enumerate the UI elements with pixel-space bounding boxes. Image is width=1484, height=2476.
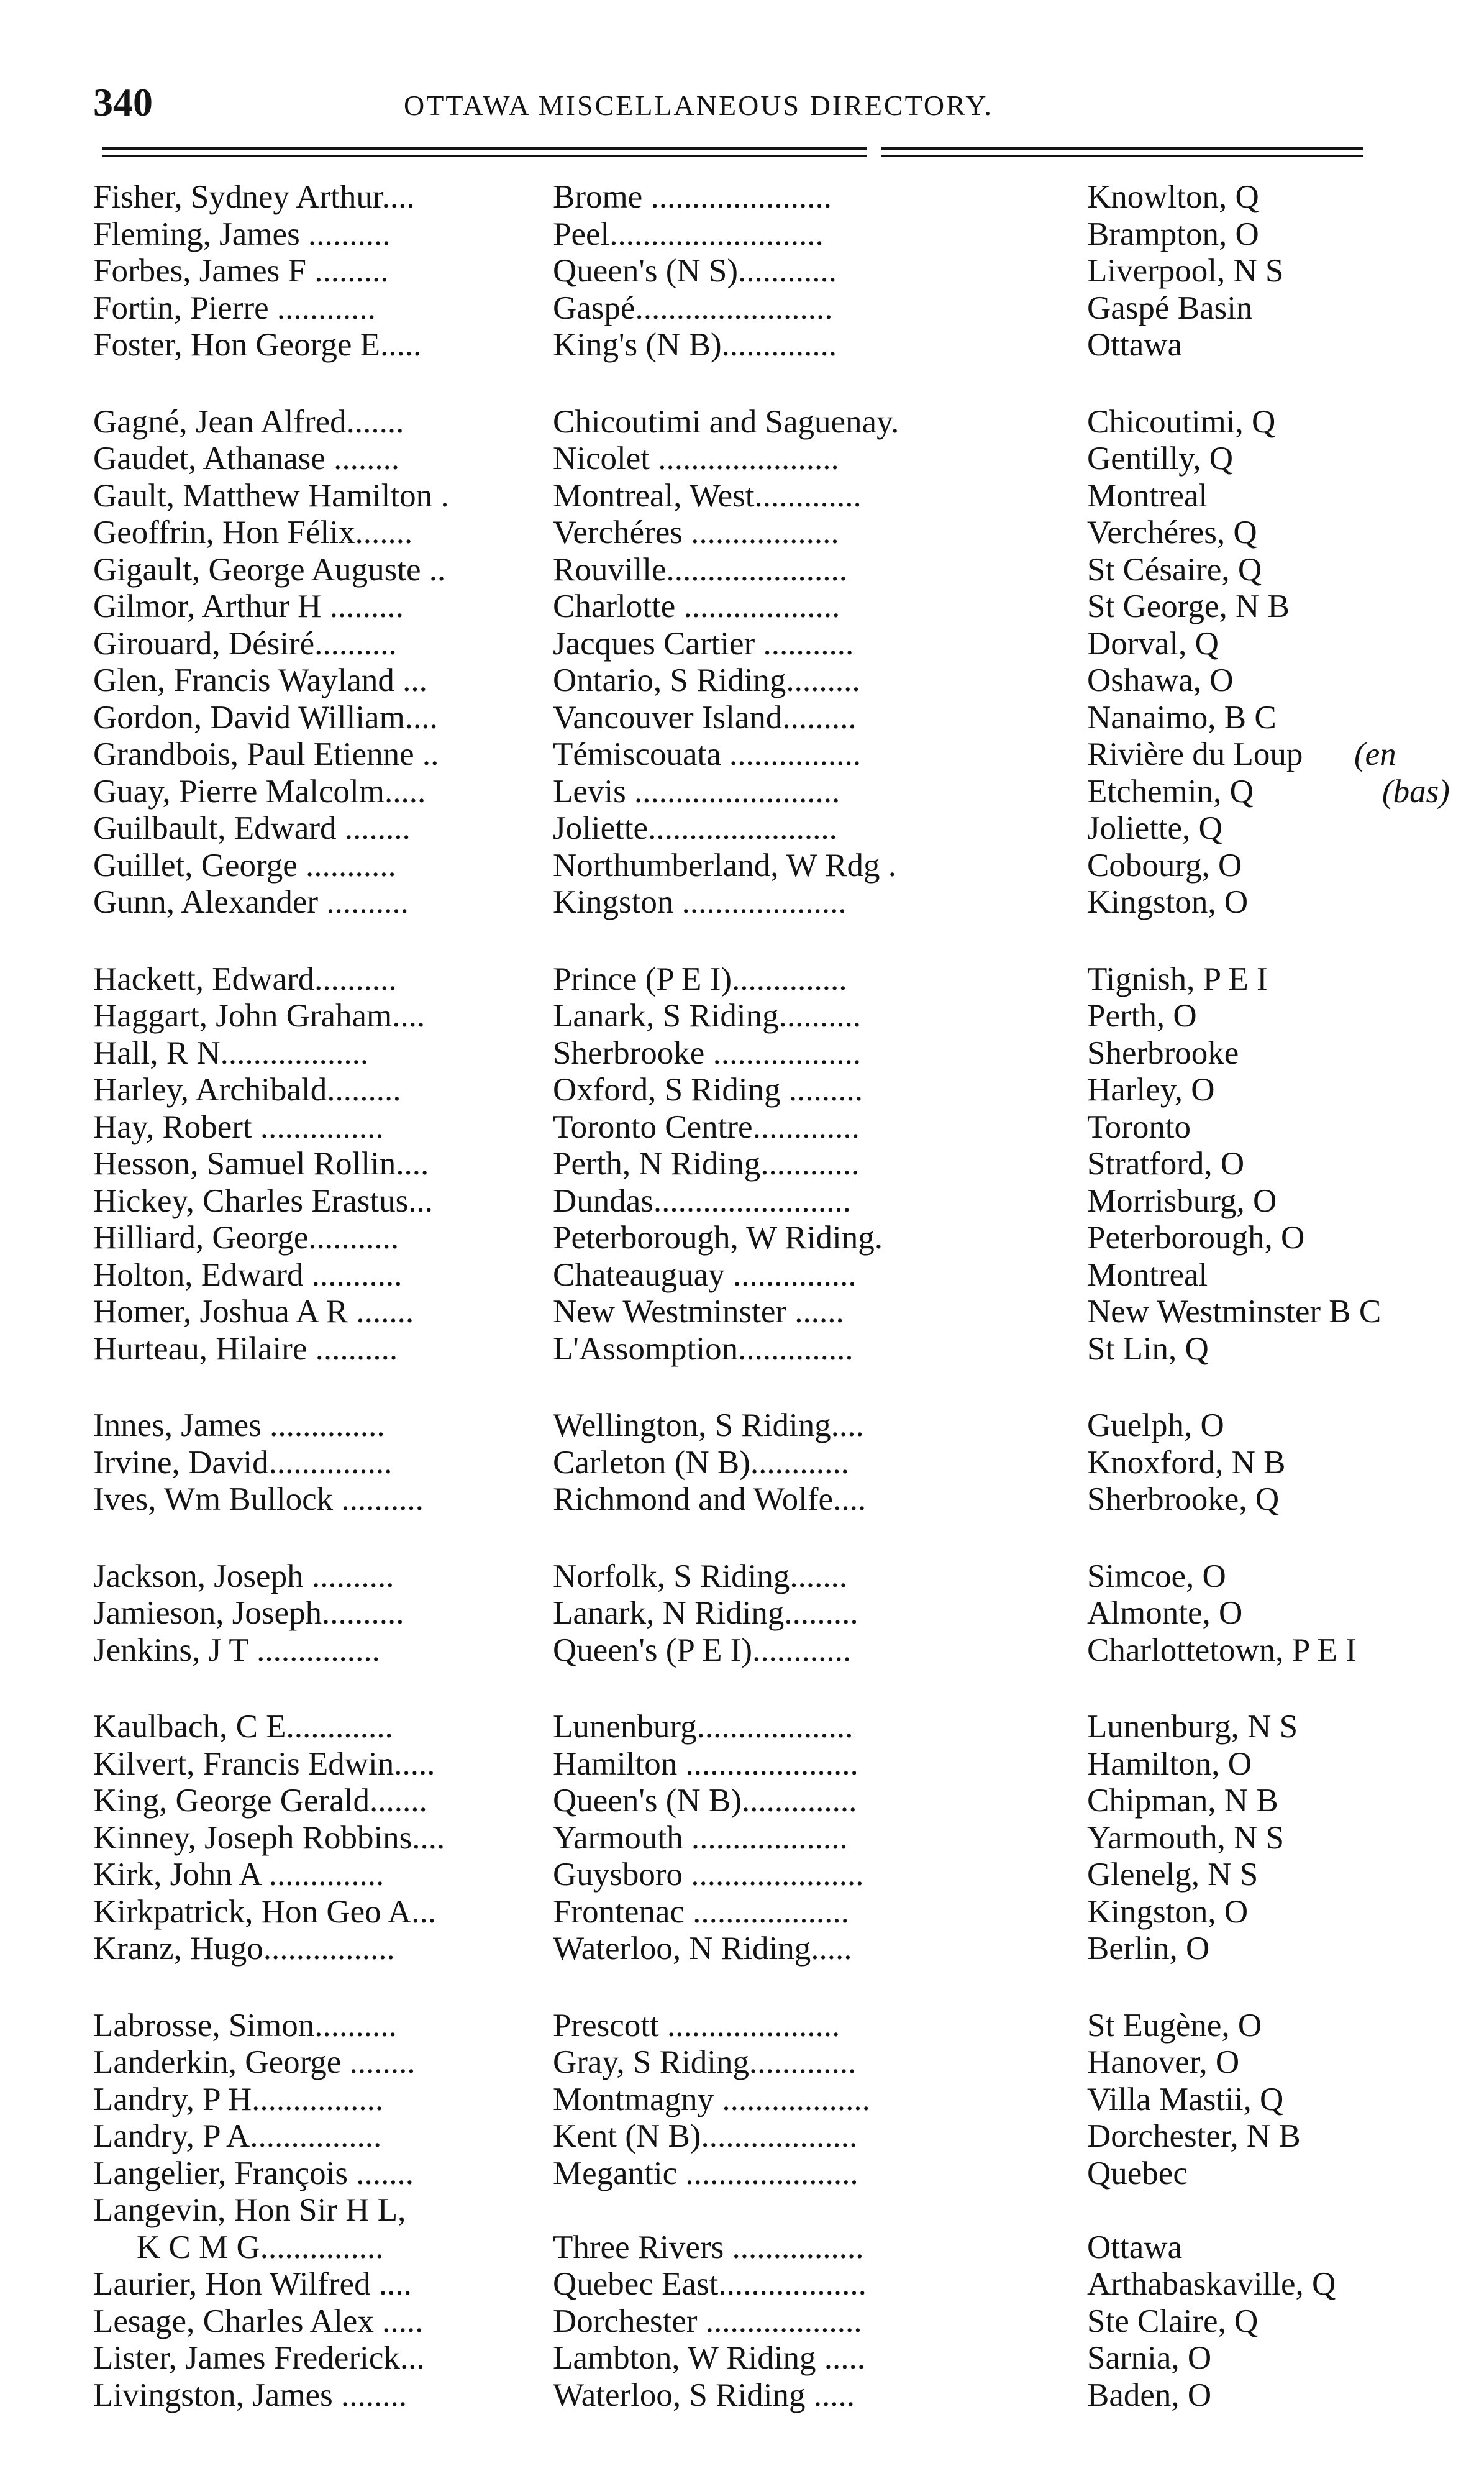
residence: St Lin, Q bbox=[1087, 1330, 1209, 1367]
constituency: Rouville...................... bbox=[553, 551, 848, 588]
constituency: Richmond and Wolfe.... bbox=[553, 1481, 867, 1517]
residence: Ste Claire, Q bbox=[1087, 2303, 1259, 2339]
directory-entry bbox=[93, 2266, 1423, 2303]
residence: Montreal bbox=[1087, 1256, 1208, 1293]
residence: Berlin, O bbox=[1087, 1930, 1210, 1967]
member-name: Laurier, Hon Wilfred .... bbox=[93, 2266, 412, 2302]
directory-entry bbox=[93, 1109, 1423, 1146]
constituency: Hamilton ..................... bbox=[553, 1745, 858, 1782]
directory-entry bbox=[93, 2044, 1423, 2081]
constituency: Quebec East.................. bbox=[553, 2266, 867, 2302]
directory-entry bbox=[93, 1445, 1423, 1482]
residence: Sherbrooke, Q bbox=[1087, 1481, 1280, 1517]
directory-entry bbox=[93, 998, 1423, 1035]
residence: St Eugène, O bbox=[1087, 2007, 1262, 2044]
member-name: Gilmor, Arthur H ......... bbox=[93, 588, 404, 624]
member-name: Girouard, Désiré.......... bbox=[93, 625, 397, 662]
residence: Gentilly, Q bbox=[1087, 441, 1234, 477]
constituency: Dundas........................ bbox=[553, 1182, 851, 1219]
member-name: Kranz, Hugo................ bbox=[93, 1930, 395, 1967]
constituency: Lunenburg................... bbox=[553, 1709, 854, 1745]
residence: Simcoe, O bbox=[1087, 1558, 1226, 1594]
residence: Liverpool, N S bbox=[1087, 253, 1284, 289]
directory-entry bbox=[93, 514, 1423, 552]
directory-entry bbox=[93, 1857, 1423, 1894]
constituency: Perth, N Riding............ bbox=[553, 1146, 860, 1182]
directory-entry bbox=[93, 1595, 1423, 1632]
directory-entry bbox=[93, 216, 1423, 254]
directory-entry bbox=[93, 961, 1423, 998]
directory-entry bbox=[93, 1035, 1423, 1072]
residence: Toronto bbox=[1087, 1108, 1191, 1145]
constituency: Lanark, N Riding......... bbox=[553, 1595, 858, 1631]
directory-entry bbox=[93, 2118, 1423, 2155]
directory-entry bbox=[93, 884, 1423, 921]
header-rule-gap bbox=[867, 142, 881, 160]
directory-entry bbox=[93, 2377, 1423, 2414]
residence: Arthabaskaville, Q bbox=[1087, 2266, 1336, 2302]
residence: Almonte, O bbox=[1087, 1595, 1243, 1631]
directory-entry bbox=[93, 1072, 1423, 1109]
constituency: L'Assomption.............. bbox=[553, 1330, 854, 1367]
member-name: Lesage, Charles Alex ..... bbox=[93, 2303, 424, 2339]
residence: Hamilton, O bbox=[1087, 1745, 1252, 1782]
directory-entry bbox=[93, 2229, 1423, 2267]
residence: Quebec bbox=[1087, 2155, 1188, 2191]
member-name: Innes, James .............. bbox=[93, 1407, 385, 1443]
member-name: Gaudet, Athanase ........ bbox=[93, 441, 400, 477]
residence: Gaspé Basin bbox=[1087, 290, 1253, 326]
directory-entry bbox=[93, 626, 1423, 663]
residence: Nanaimo, B C bbox=[1087, 699, 1277, 736]
member-name: Livingston, James ........ bbox=[93, 2377, 407, 2413]
member-name: Landry, P H................ bbox=[93, 2081, 384, 2117]
residence: Lunenburg, N S bbox=[1087, 1709, 1298, 1745]
residence: Tignish, P E I bbox=[1087, 961, 1268, 997]
page-number: 340 bbox=[93, 80, 153, 124]
constituency: Oxford, S Riding ......... bbox=[553, 1072, 863, 1108]
residence: Kingston, O bbox=[1087, 1893, 1249, 1930]
member-name: Hackett, Edward.......... bbox=[93, 961, 397, 997]
member-name: Kaulbach, C E............. bbox=[93, 1709, 393, 1745]
residence: Villa Mastii, Q bbox=[1087, 2081, 1284, 2117]
member-name: Langelier, François ....... bbox=[93, 2155, 414, 2191]
member-name: Labrosse, Simon.......... bbox=[93, 2007, 397, 2044]
header-rule-thick bbox=[102, 147, 1363, 150]
constituency: Norfolk, S Riding....... bbox=[553, 1558, 848, 1594]
constituency: Waterloo, S Riding ..... bbox=[553, 2377, 855, 2413]
member-name: Hay, Robert ............... bbox=[93, 1108, 384, 1145]
constituency: Lambton, W Riding ..... bbox=[553, 2340, 866, 2376]
member-name: Kirkpatrick, Hon Geo A... bbox=[93, 1893, 436, 1930]
constituency: Guysboro ..................... bbox=[553, 1857, 864, 1893]
residence: Joliette, Q bbox=[1087, 810, 1222, 846]
constituency: Montmagny .................. bbox=[553, 2081, 870, 2117]
header-rule-thin bbox=[102, 155, 1363, 157]
member-name: Gagné, Jean Alfred....... bbox=[93, 403, 404, 440]
letter-group-i bbox=[93, 1407, 1423, 1519]
constituency: Three Rivers ................ bbox=[553, 2229, 864, 2265]
member-name: Holton, Edward ........... bbox=[93, 1256, 403, 1293]
directory-entry bbox=[93, 552, 1423, 589]
residence: St Césaire, Q bbox=[1087, 551, 1262, 588]
constituency: Jacques Cartier ........... bbox=[553, 625, 854, 662]
directory-entry bbox=[93, 2008, 1423, 2045]
constituency: Frontenac ................... bbox=[553, 1893, 849, 1930]
constituency: Peel.......................... bbox=[553, 216, 824, 252]
constituency: Gaspé........................ bbox=[553, 290, 833, 326]
constituency: Nicolet ...................... bbox=[553, 441, 839, 477]
residence: St George, N B bbox=[1087, 588, 1290, 624]
member-name: Guay, Pierre Malcolm..... bbox=[93, 773, 426, 810]
constituency: Chateauguay ............... bbox=[553, 1256, 857, 1293]
directory-entry bbox=[93, 478, 1423, 515]
residence: Glenelg, N S bbox=[1087, 1857, 1259, 1893]
constituency: Lanark, S Riding.......... bbox=[553, 998, 862, 1034]
residence: Perth, O bbox=[1087, 998, 1197, 1034]
constituency: Témiscouata ................ bbox=[553, 736, 862, 772]
constituency: Kent (N B)................... bbox=[553, 2118, 858, 2154]
constituency: Sherbrooke .................. bbox=[553, 1035, 862, 1071]
residence: Yarmouth, N S bbox=[1087, 1819, 1285, 1856]
residence: Hanover, O bbox=[1087, 2044, 1240, 2080]
member-name: Gigault, George Auguste .. bbox=[93, 551, 446, 588]
residence: Sherbrooke bbox=[1087, 1035, 1239, 1071]
constituency: Brome ...................... bbox=[553, 179, 832, 215]
constituency: Joliette....................... bbox=[553, 810, 837, 846]
residence: Charlottetown, P E I bbox=[1087, 1632, 1357, 1668]
member-name: K C M G............... bbox=[137, 2229, 384, 2265]
member-name: Kilvert, Francis Edwin..... bbox=[93, 1745, 435, 1782]
member-name: Hurteau, Hilaire .......... bbox=[93, 1330, 398, 1367]
member-name: Grandbois, Paul Etienne .. bbox=[93, 736, 439, 772]
member-name: Guilbault, Edward ........ bbox=[93, 810, 411, 846]
constituency: Yarmouth ................... bbox=[553, 1819, 848, 1856]
member-name: Fortin, Pierre ............ bbox=[93, 290, 376, 326]
directory-entry bbox=[93, 1558, 1423, 1596]
member-directory bbox=[93, 179, 1450, 2454]
constituency: Verchéres .................. bbox=[553, 514, 839, 550]
member-name: Langevin, Hon Sir H L, bbox=[93, 2192, 406, 2228]
constituency: Montreal, West............. bbox=[553, 477, 862, 514]
member-name: Hall, R N.................. bbox=[93, 1035, 369, 1071]
residence: Ottawa bbox=[1087, 2229, 1183, 2265]
member-name: Kinney, Joseph Robbins.... bbox=[93, 1819, 445, 1856]
member-name: Hilliard, George........... bbox=[93, 1220, 399, 1256]
member-name: Kirk, John A .............. bbox=[93, 1857, 385, 1893]
directory-entry bbox=[93, 1331, 1423, 1368]
member-name: Irvine, David............... bbox=[93, 1444, 393, 1481]
member-name: Hickey, Charles Erastus... bbox=[93, 1182, 434, 1219]
constituency: Charlotte ................... bbox=[553, 588, 840, 624]
constituency: Gray, S Riding............. bbox=[553, 2044, 857, 2080]
residence: Ottawa bbox=[1087, 327, 1183, 363]
directory-entry bbox=[93, 327, 1423, 364]
directory-entry bbox=[93, 441, 1423, 478]
directory-entry bbox=[93, 736, 1423, 774]
residence: Cobourg, O bbox=[1087, 847, 1242, 884]
constituency: Dorchester ................... bbox=[553, 2303, 862, 2339]
constituency: Wellington, S Riding.... bbox=[553, 1407, 864, 1443]
constituency: Queen's (N B).............. bbox=[553, 1783, 857, 1819]
constituency: Levis ......................... bbox=[553, 773, 840, 810]
directory-entry bbox=[93, 2192, 1423, 2229]
member-name: Gunn, Alexander .......... bbox=[93, 884, 409, 920]
directory-entry bbox=[93, 773, 1450, 811]
page-header bbox=[87, 75, 1391, 137]
residence: Etchemin, Q bbox=[1087, 773, 1254, 810]
directory-entry bbox=[93, 1632, 1423, 1670]
letter-group-f bbox=[93, 179, 1423, 364]
member-name: Fleming, James .......... bbox=[93, 216, 391, 252]
directory-entry bbox=[93, 847, 1423, 885]
residence-note: (en bbox=[1354, 736, 1396, 772]
directory-entry bbox=[93, 2340, 1423, 2377]
member-name: Homer, Joshua A R ....... bbox=[93, 1294, 414, 1330]
letter-group-g bbox=[93, 403, 1450, 921]
directory-entry bbox=[93, 2081, 1423, 2119]
member-name: King, George Gerald....... bbox=[93, 1783, 427, 1819]
member-name: Guillet, George ........... bbox=[93, 847, 396, 884]
directory-entry bbox=[93, 1930, 1423, 1968]
directory-entry bbox=[93, 1746, 1423, 1783]
directory-entry bbox=[93, 404, 1423, 441]
residence: Stratford, O bbox=[1087, 1146, 1245, 1182]
residence: Brampton, O bbox=[1087, 216, 1259, 252]
directory-entry bbox=[93, 1407, 1423, 1445]
constituency: Vancouver Island......... bbox=[553, 699, 857, 736]
constituency: Queen's (N S)............ bbox=[553, 253, 837, 289]
running-head: OTTAWA MISCELLANEOUS DIRECTORY. bbox=[404, 89, 994, 121]
member-name: Glen, Francis Wayland ... bbox=[93, 662, 427, 698]
residence: Oshawa, O bbox=[1087, 662, 1234, 698]
residence: Guelph, O bbox=[1087, 1407, 1224, 1443]
residence: Sarnia, O bbox=[1087, 2340, 1212, 2376]
residence: Morrisburg, O bbox=[1087, 1182, 1277, 1219]
directory-entry bbox=[93, 1257, 1423, 1294]
directory-entry bbox=[93, 2303, 1423, 2341]
residence: New Westminster B C bbox=[1087, 1294, 1382, 1330]
residence: Chicoutimi, Q bbox=[1087, 403, 1276, 440]
directory-entry bbox=[93, 1783, 1423, 1820]
residence: Kingston, O bbox=[1087, 884, 1249, 920]
member-name: Jamieson, Joseph.......... bbox=[93, 1595, 404, 1631]
constituency: King's (N B).............. bbox=[553, 327, 837, 363]
member-name: Forbes, James F ......... bbox=[93, 253, 389, 289]
constituency: Ontario, S Riding......... bbox=[553, 662, 860, 698]
residence: Dorchester, N B bbox=[1087, 2118, 1301, 2154]
residence-note: (bas) bbox=[1382, 773, 1450, 810]
member-name: Jackson, Joseph .......... bbox=[93, 1558, 394, 1594]
member-name: Landry, P A................ bbox=[93, 2118, 382, 2154]
directory-entry bbox=[93, 1294, 1423, 1331]
constituency: Waterloo, N Riding..... bbox=[553, 1930, 852, 1967]
directory-entry bbox=[93, 588, 1423, 626]
directory-entry bbox=[93, 253, 1423, 290]
constituency: Northumberland, W Rdg . bbox=[553, 847, 897, 884]
member-name: Jenkins, J T ............... bbox=[93, 1632, 380, 1668]
directory-entry bbox=[93, 1894, 1423, 1931]
constituency: Carleton (N B)............ bbox=[553, 1444, 849, 1481]
residence: Verchéres, Q bbox=[1087, 514, 1257, 550]
letter-group-l bbox=[93, 2008, 1423, 2414]
residence: Knoxford, N B bbox=[1087, 1444, 1286, 1481]
residence: Dorval, Q bbox=[1087, 625, 1219, 662]
constituency: Chicoutimi and Saguenay. bbox=[553, 403, 899, 440]
directory-entry bbox=[93, 1709, 1423, 1746]
directory-entry bbox=[93, 700, 1423, 737]
directory-entry bbox=[93, 810, 1423, 847]
member-name: Harley, Archibald......... bbox=[93, 1072, 401, 1108]
constituency: Toronto Centre............. bbox=[553, 1108, 860, 1145]
letter-group-k bbox=[93, 1709, 1423, 1968]
member-name: Foster, Hon George E..... bbox=[93, 327, 422, 363]
letter-group-j bbox=[93, 1558, 1423, 1670]
residence: Harley, O bbox=[1087, 1072, 1215, 1108]
residence: Rivière du Loup bbox=[1087, 736, 1303, 772]
residence: Baden, O bbox=[1087, 2377, 1212, 2413]
member-name: Gault, Matthew Hamilton . bbox=[93, 477, 449, 514]
member-name: Hesson, Samuel Rollin.... bbox=[93, 1146, 429, 1182]
constituency: Prince (P E I).............. bbox=[553, 961, 847, 997]
residence: Knowlton, Q bbox=[1087, 179, 1259, 215]
directory-entry bbox=[93, 1146, 1423, 1183]
letter-group-h bbox=[93, 961, 1423, 1368]
directory-entry bbox=[93, 1183, 1423, 1220]
directory-entry bbox=[93, 1220, 1423, 1257]
constituency: New Westminster ...... bbox=[553, 1294, 844, 1330]
member-name: Haggart, John Graham.... bbox=[93, 998, 426, 1034]
directory-entry bbox=[93, 1820, 1423, 1857]
directory-entry bbox=[93, 290, 1423, 327]
member-name: Landerkin, George ........ bbox=[93, 2044, 416, 2080]
member-name: Gordon, David William.... bbox=[93, 699, 438, 736]
residence: Peterborough, O bbox=[1087, 1220, 1305, 1256]
member-name: Fisher, Sydney Arthur.... bbox=[93, 179, 415, 215]
member-name: Lister, James Frederick... bbox=[93, 2340, 425, 2376]
residence: Chipman, N B bbox=[1087, 1783, 1278, 1819]
constituency: Queen's (P E I)............ bbox=[553, 1632, 852, 1668]
member-name: Ives, Wm Bullock .......... bbox=[93, 1481, 424, 1517]
constituency: Kingston .................... bbox=[553, 884, 847, 920]
directory-entry bbox=[93, 2155, 1423, 2193]
member-name: Geoffrin, Hon Félix....... bbox=[93, 514, 413, 550]
directory-entry bbox=[93, 1481, 1423, 1519]
constituency: Prescott ..................... bbox=[553, 2007, 840, 2044]
directory-entry bbox=[93, 662, 1423, 700]
constituency: Megantic ..................... bbox=[553, 2155, 858, 2191]
directory-entry bbox=[93, 179, 1423, 216]
residence: Montreal bbox=[1087, 477, 1208, 514]
constituency: Peterborough, W Riding. bbox=[553, 1220, 883, 1256]
